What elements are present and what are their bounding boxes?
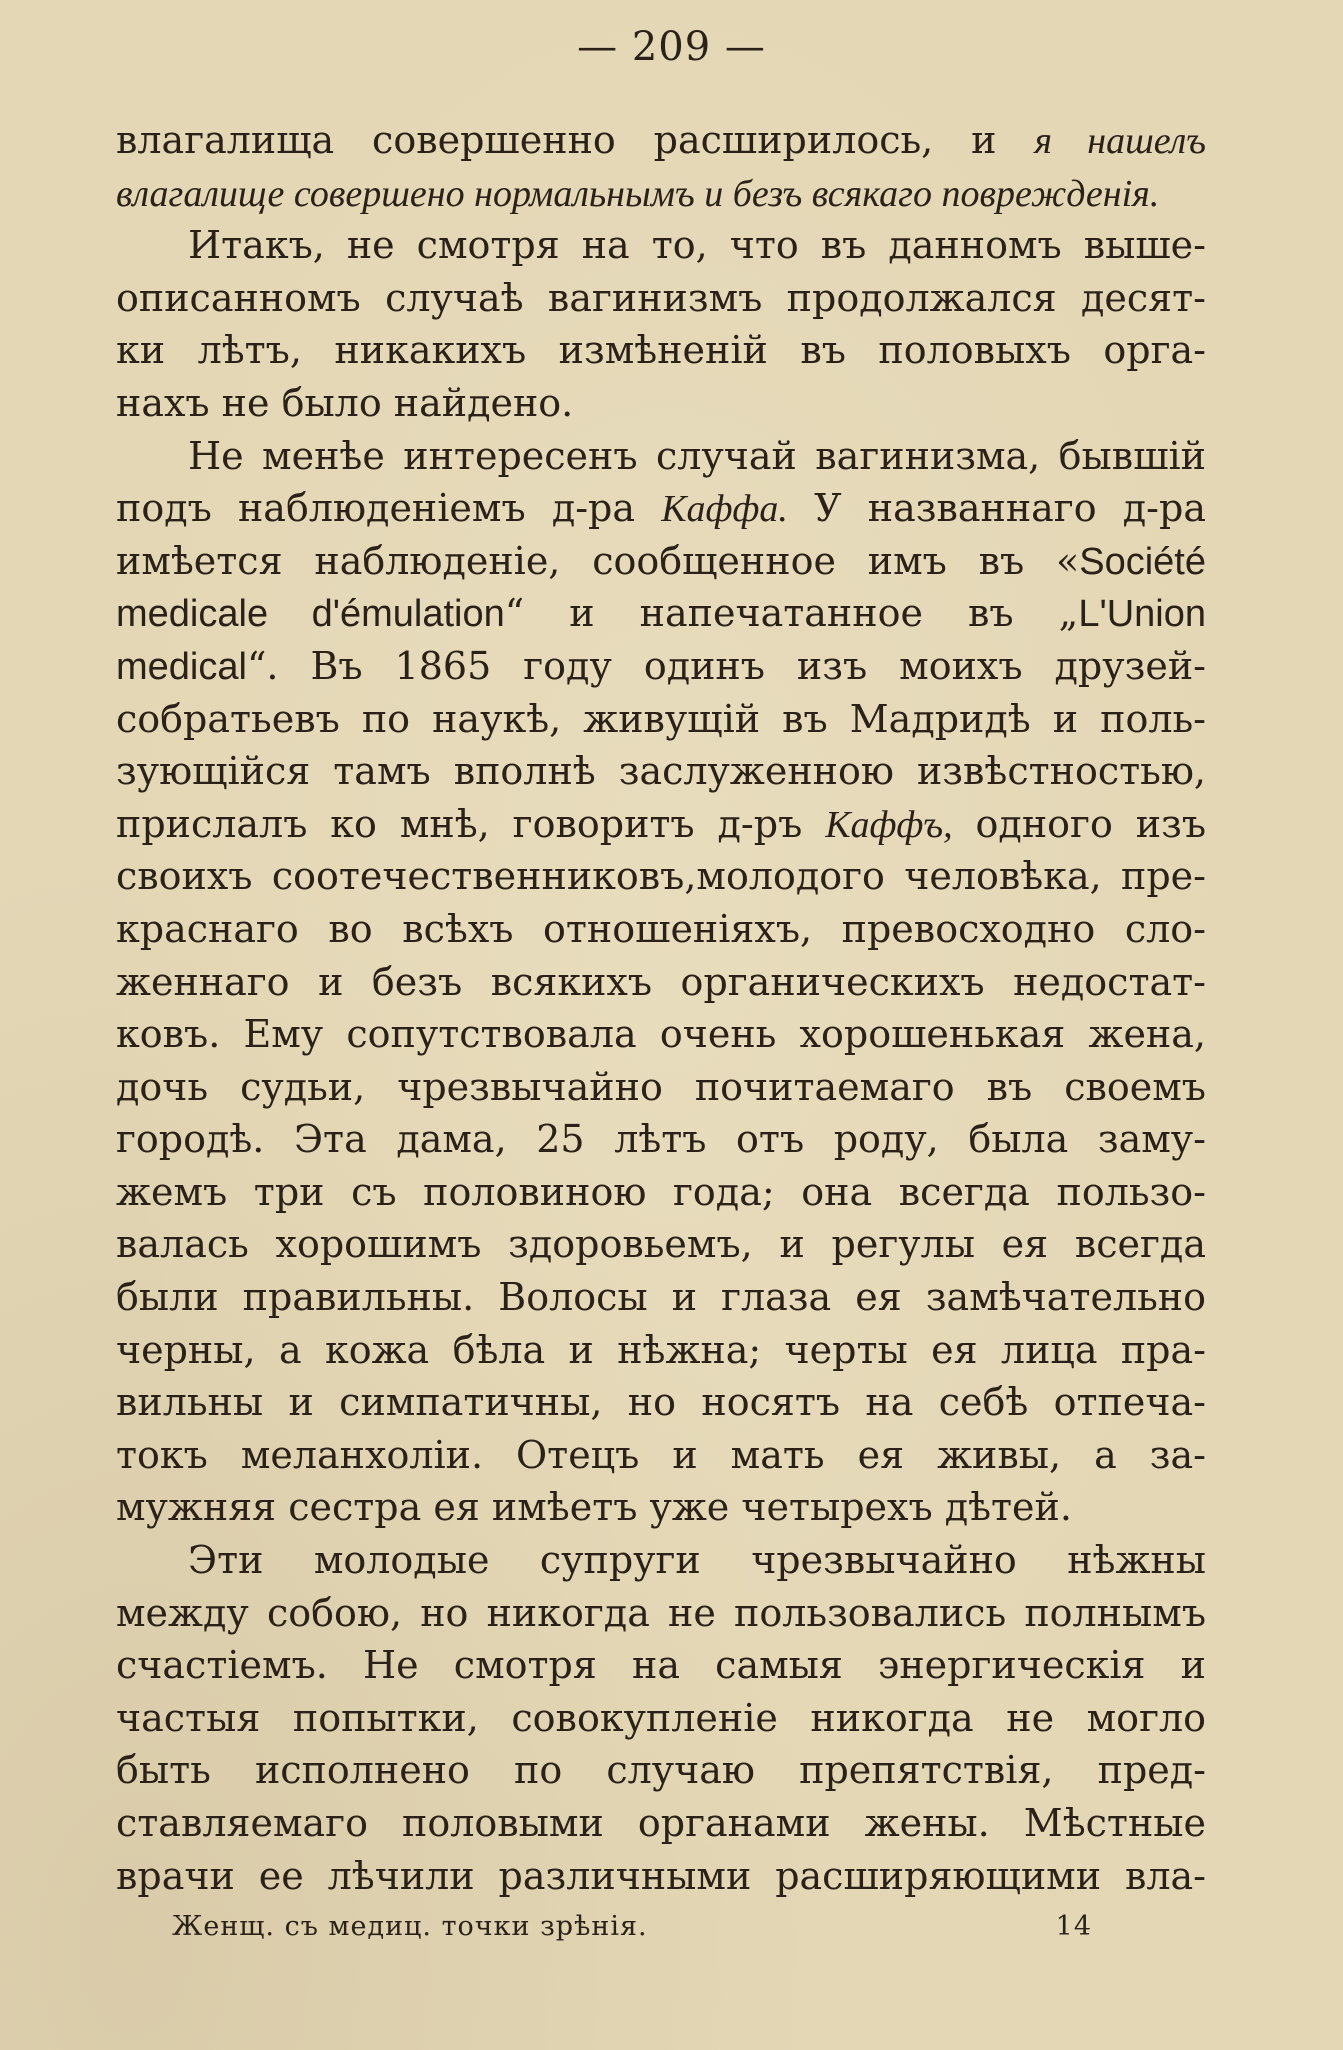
- text-line: [116, 850, 1206, 903]
- text-segment: мужняя сестра ея имѣетъ уже четырехъ дѣтей.: [116, 1485, 1072, 1530]
- latin-text: L'Union: [1078, 593, 1206, 636]
- text-segment: были правильны. Волосы и глаза ея замѣчательно: [116, 1275, 1206, 1320]
- text-segment: городѣ. Эта дама, 25 лѣтъ отъ роду, была заму-: [116, 1117, 1206, 1162]
- text-line: [116, 1639, 1206, 1692]
- text-segment: имѣется наблюденіе, сообщенное имъ въ «: [116, 538, 1080, 583]
- text-line: [116, 114, 1206, 167]
- text-line: [116, 324, 1206, 377]
- text-segment: краснаго во всѣхъ отношеніяхъ, превосходно сло-: [116, 906, 1206, 951]
- text-segment: дочь судьи, чрезвычайно почитаемаго въ своемъ: [116, 1064, 1206, 1109]
- text-segment: Итакъ, не смотря на то, что въ данномъ выше-: [188, 223, 1206, 268]
- text-segment: ставляемаго половыми органами жены. Мѣстные: [116, 1801, 1206, 1845]
- text-line: [116, 1429, 1206, 1482]
- latin-text: medicale d'émulation: [116, 593, 505, 636]
- text-segment: “. Въ 1865 году одинъ изъ моихъ друзей-: [246, 643, 1206, 688]
- text-line: [116, 167, 1206, 220]
- text-line: [116, 640, 1206, 693]
- text-line: [116, 956, 1206, 1009]
- text-segment: вильны и симпатичны, но носятъ на себѣ отпеча-: [116, 1380, 1206, 1425]
- signature-title: Женщ. съ медиц. точки зрѣнія.: [172, 1911, 648, 1942]
- text-segment: врачи ее лѣчили различными расширяющими вла-: [116, 1853, 1206, 1898]
- text-line: [116, 1376, 1206, 1429]
- latin-text: Société: [1079, 540, 1206, 583]
- text-line: [116, 1587, 1206, 1640]
- text-line: [116, 1218, 1206, 1271]
- text-line: [116, 219, 1206, 272]
- text-line: [116, 272, 1206, 325]
- italic-text: я нашелъ: [1034, 120, 1207, 162]
- signature-number: 14: [1055, 1911, 1092, 1942]
- text-segment: описанномъ случаѣ вагинизмъ продолжался десят-: [116, 275, 1206, 320]
- text-segment: своихъ соотечественниковъ,молодого человѣка, пре-: [116, 854, 1206, 899]
- text-segment: одного изъ: [952, 801, 1206, 846]
- latin-text: medical: [116, 645, 247, 688]
- text-segment: валась хорошимъ здоровьемъ, и регулы ея всегда: [116, 1222, 1206, 1267]
- italic-text: влагалище совершено нормальнымъ и безъ всякаго поврежденія.: [116, 172, 1160, 215]
- text-segment: токъ меланхоліи. Отецъ и мать ея живы, а за-: [116, 1432, 1206, 1477]
- text-line: [116, 693, 1206, 746]
- text-segment: жемъ три съ половиною года; она всегда пользо-: [116, 1169, 1206, 1214]
- text-segment: черны, а кожа бѣла и нѣжна; черты ея лица пра-: [116, 1327, 1206, 1372]
- text-line: [116, 1166, 1206, 1219]
- text-line: [116, 1113, 1206, 1166]
- text-line: [116, 1061, 1206, 1114]
- text-segment: между собою, но никогда не пользовались полнымъ: [116, 1590, 1206, 1635]
- text-segment: счастіемъ. Не смотря на самыя энергическія и: [116, 1643, 1206, 1688]
- text-line: [116, 1271, 1206, 1324]
- text-line: [116, 377, 1206, 430]
- page-footer: [172, 1911, 1092, 1942]
- text-line: [116, 1692, 1206, 1745]
- text-segment: Эти молодые супруги чрезвычайно нѣжны: [188, 1538, 1206, 1583]
- body-text: [116, 114, 1206, 1902]
- text-segment: собратьевъ по наукѣ, живущій въ Мадридѣ и поль-: [116, 696, 1206, 741]
- text-segment: быть исполнено по случаю препятствія, пред-: [116, 1748, 1206, 1793]
- text-segment: влагалища совершенно расширилось, и: [116, 118, 1035, 162]
- text-segment: нахъ не было найдено.: [116, 380, 574, 425]
- text-line: [116, 1534, 1206, 1587]
- text-line: [116, 430, 1206, 483]
- text-segment: зующійся тамъ вполнѣ заслуженною извѣстностью,: [116, 749, 1206, 794]
- text-line: [116, 1481, 1206, 1534]
- text-segment: прислалъ ко мнѣ, говоритъ д-ръ: [116, 801, 826, 846]
- text-line: [116, 1744, 1206, 1797]
- text-line: [116, 1850, 1206, 1903]
- text-segment: ковъ. Ему сопутствовала очень хорошенькая жена,: [116, 1012, 1206, 1057]
- text-segment: ки лѣтъ, никакихъ измѣненій въ половыхъ орга-: [116, 328, 1206, 373]
- text-segment: частыя попытки, совокупленіе никогда не могло: [116, 1695, 1206, 1740]
- italic-text: Каффъ,: [825, 803, 953, 846]
- text-segment: У названнаго д-ра: [787, 486, 1206, 531]
- text-line: [116, 587, 1206, 640]
- text-line: [116, 1797, 1206, 1850]
- text-line: [116, 535, 1206, 588]
- text-segment: “ и напечатанное въ „: [504, 591, 1079, 636]
- text-segment: женнаго и безъ всякихъ органическихъ недостат-: [116, 959, 1206, 1004]
- text-line: [116, 745, 1206, 798]
- text-segment: подъ наблюденіемъ д-ра: [116, 486, 662, 531]
- text-line: [116, 482, 1206, 535]
- italic-text: Каффа.: [661, 488, 788, 531]
- text-segment: Не менѣе интересенъ случай вагинизма, бывшій: [188, 433, 1206, 478]
- page-number: — 209 —: [577, 24, 766, 70]
- text-line: [116, 1008, 1206, 1061]
- text-line: [116, 798, 1206, 851]
- text-line: [116, 1324, 1206, 1377]
- text-line: [116, 903, 1206, 956]
